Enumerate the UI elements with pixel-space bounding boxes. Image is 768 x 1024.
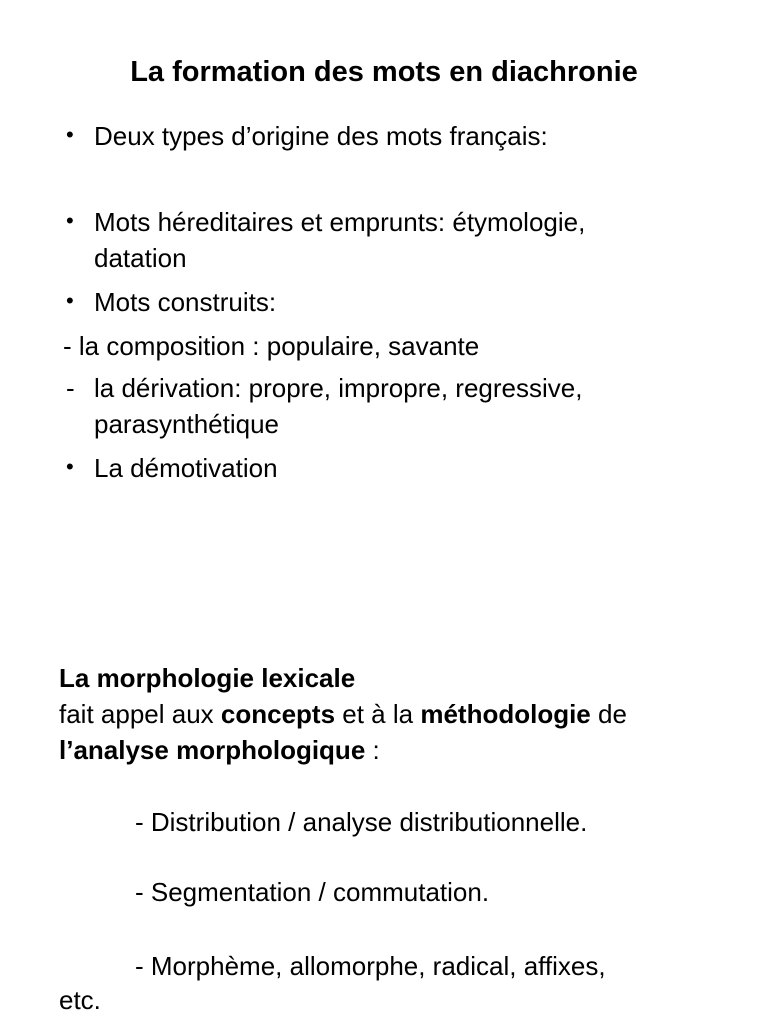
list-item-demotivation: La démotivation: [94, 453, 278, 483]
intro-bold-analyse: l’analyse morphologique: [59, 735, 366, 765]
morphologie-point-segmentation: - Segmentation / commutation.: [135, 877, 490, 907]
list-item-hereditary-line2: datation: [94, 243, 187, 273]
bullet-icon: •: [66, 208, 74, 233]
dash-marker: -: [66, 373, 75, 403]
bullet-icon: •: [66, 122, 74, 147]
intro-text: fait appel aux: [59, 699, 221, 729]
slide-title: La formation des mots en diachronie: [130, 56, 638, 88]
bullet-icon: •: [66, 454, 74, 479]
list-item-composition: - la composition : populaire, savante: [63, 331, 480, 361]
morphologie-point-distribution: - Distribution / analyse distributionnelle.: [135, 807, 588, 837]
morphologie-intro-line1: [59, 696, 627, 732]
intro-text: :: [365, 735, 380, 765]
morphologie-point-morpheme-line2: etc.: [59, 985, 101, 1015]
bullet-icon: •: [66, 288, 74, 313]
list-item-constructed-words: Mots construits:: [94, 287, 277, 317]
intro-bold-concepts: concepts: [220, 699, 336, 729]
morphologie-point-morpheme-line1: - Morphème, allomorphe, radical, affixes,: [135, 951, 606, 981]
list-item-hereditary-line1: Mots héreditaires et emprunts: étymologie,: [94, 207, 586, 237]
list-item-derivation-line1: la dérivation: propre, impropre, regressive,: [94, 373, 583, 403]
list-item-derivation-line2: parasynthétique: [94, 409, 280, 439]
intro-text: et à la: [335, 699, 421, 729]
intro-bold-methodologie: méthodologie: [420, 699, 591, 729]
intro-text: de: [590, 699, 627, 729]
section-heading-morphologie: La morphologie lexicale: [59, 663, 356, 693]
morphologie-intro-line2: [59, 732, 380, 768]
list-item-origin-types: Deux types d’origine des mots français:: [94, 121, 548, 151]
